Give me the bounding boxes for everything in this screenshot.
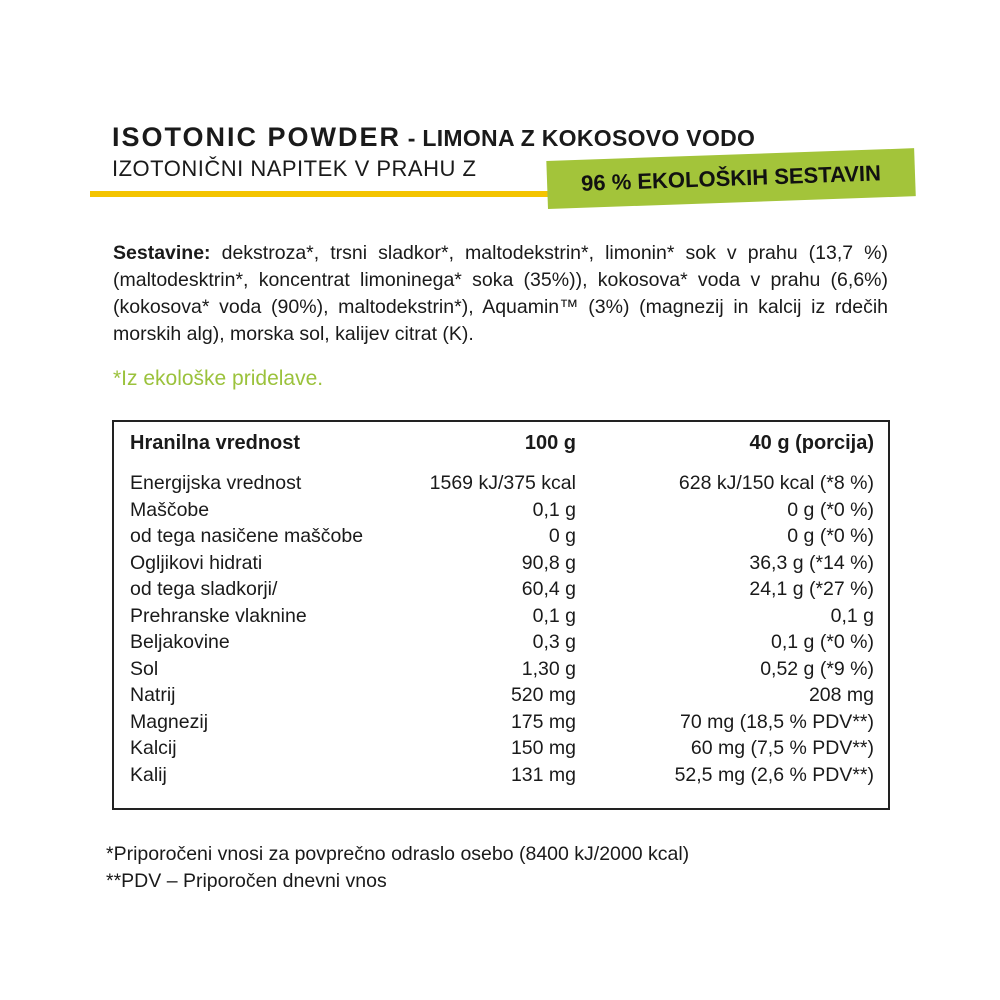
ingredients-label: Sestavine: bbox=[113, 242, 211, 264]
ingredients-text: dekstroza*, trsni sladkor*, maltodekstrin*, limonin* sok v prahu (13,7 %) (maltodesktrin*, koncentrat limoninega* soka (35%)), kokosova* voda v prahu (6,6%) (kokosova* voda (90%), maltodekstrin*), Aquamin™ (3%) (magnezij in kalcij iz rdečih morskih alg), morska sol, kalijev citrat (K). bbox=[113, 242, 888, 345]
organic-badge: 96 % EKOLOŠKIH SESTAVIN bbox=[546, 148, 915, 209]
nutrient-name: Prehranske vlaknine bbox=[130, 604, 307, 627]
product-subtitle: IZOTONIČNI NAPITEK V PRAHU Z bbox=[112, 156, 477, 181]
footnote-2: **PDV – Priporočen dnevni vnos bbox=[106, 870, 387, 892]
table-row bbox=[130, 578, 874, 604]
nutrient-name: Kalij bbox=[130, 763, 167, 786]
table-header bbox=[130, 432, 874, 458]
table-row bbox=[130, 552, 874, 578]
nutrient-name: Beljakovine bbox=[130, 631, 230, 653]
value-portion: 52,5 mg (2,6 % PDV**) bbox=[674, 763, 874, 786]
table-row bbox=[130, 658, 874, 684]
value-portion: 70 mg (18,5 % PDV**) bbox=[679, 710, 874, 733]
nutrient-name: Magnezij bbox=[130, 710, 209, 733]
product-title: ISOTONIC POWDER - LIMONA Z KOKOSOVO VODO bbox=[112, 122, 756, 152]
nutrient-name: Energijska vrednost bbox=[130, 472, 302, 494]
nutrient-name: Hranilna vrednost bbox=[130, 432, 301, 454]
value-100g: 0,3 g bbox=[532, 631, 576, 653]
table-row bbox=[130, 605, 874, 631]
value-100g: 175 mg bbox=[510, 710, 576, 733]
nutrient-name: Sol bbox=[130, 657, 159, 680]
value-100g: 1,30 g bbox=[521, 657, 576, 680]
value-100g: 100 g bbox=[524, 432, 576, 454]
nutrient-name: od tega nasičene maščobe bbox=[130, 525, 364, 547]
nutrient-name: Maščobe bbox=[130, 498, 210, 521]
table-row bbox=[130, 472, 874, 498]
table-row bbox=[130, 631, 874, 657]
nutrient-name: Kalcij bbox=[130, 737, 177, 759]
value-portion: 0,1 g (*0 %) bbox=[771, 631, 874, 653]
eco-note: *Iz ekološke pridelave. bbox=[113, 367, 324, 390]
value-portion: 0 g (*0 %) bbox=[787, 498, 874, 521]
table-row bbox=[130, 764, 874, 790]
nutrient-name: Ogljikovi hidrati bbox=[130, 551, 263, 574]
table-row bbox=[130, 684, 874, 710]
table-row bbox=[130, 737, 874, 763]
nutrient-name: Natrij bbox=[130, 684, 176, 706]
value-portion: 628 kJ/150 kcal (*8 %) bbox=[678, 472, 874, 494]
value-portion: 24,1 g (*27 %) bbox=[749, 578, 874, 600]
value-100g: 131 mg bbox=[510, 763, 576, 786]
value-100g: 0 g bbox=[548, 525, 576, 547]
yellow-divider bbox=[90, 191, 560, 197]
value-100g: 60,4 g bbox=[521, 578, 576, 600]
value-100g: 0,1 g bbox=[532, 498, 576, 521]
nutrition-table bbox=[112, 420, 890, 810]
value-portion: 40 g (porcija) bbox=[749, 432, 874, 454]
value-portion: 60 mg (7,5 % PDV**) bbox=[690, 737, 874, 759]
table-row bbox=[130, 711, 874, 737]
value-100g: 0,1 g bbox=[532, 604, 576, 627]
value-portion: 0,52 g (*9 %) bbox=[760, 657, 874, 680]
value-portion: 0,1 g bbox=[830, 604, 874, 627]
value-100g: 520 mg bbox=[510, 684, 576, 706]
value-100g: 1569 kJ/375 kcal bbox=[429, 472, 576, 494]
ingredients bbox=[113, 240, 888, 348]
value-100g: 90,8 g bbox=[521, 551, 576, 574]
value-100g: 150 mg bbox=[510, 737, 576, 759]
footnote-1: *Priporočeni vnosi za povprečno odraslo osebo (8400 kJ/2000 kcal) bbox=[106, 843, 690, 865]
table-row bbox=[130, 525, 874, 551]
nutrient-name: od tega sladkorji/ bbox=[130, 578, 278, 600]
table-row bbox=[130, 499, 874, 525]
value-portion: 0 g (*0 %) bbox=[787, 525, 874, 547]
value-portion: 36,3 g (*14 %) bbox=[749, 551, 874, 574]
value-portion: 208 mg bbox=[808, 684, 874, 706]
